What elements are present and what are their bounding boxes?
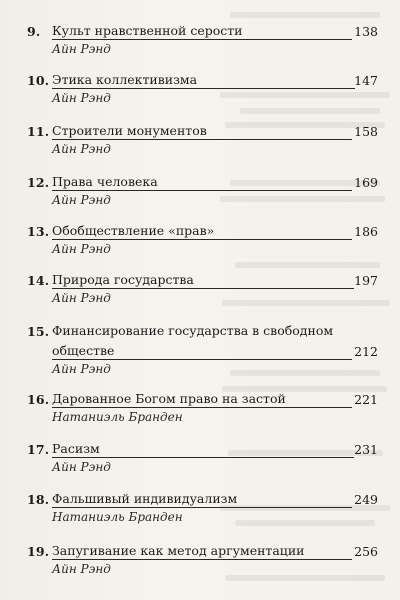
dot-leader [52, 359, 352, 360]
chapter-title: Строители монументов [52, 123, 207, 138]
chapter-number: 10. [27, 73, 50, 88]
page-number: 221 [354, 392, 378, 407]
chapter-title: Этика коллективизма [52, 72, 198, 87]
page-number: 186 [354, 224, 378, 239]
dot-leader [52, 139, 352, 140]
dot-leader [52, 190, 352, 191]
chapter-title: Расизм [52, 441, 100, 456]
page-number: 138 [354, 24, 378, 39]
chapter-number: 12. [27, 175, 50, 190]
chapter-title: Природа государства [52, 272, 194, 287]
page-number: 158 [354, 124, 378, 139]
chapter-author: Айн Рэнд [52, 142, 111, 156]
dot-leader [52, 239, 352, 240]
dot-leader [52, 39, 352, 40]
chapter-number: 19. [27, 544, 50, 559]
chapter-number: 9. [27, 24, 41, 39]
page-number: 147 [354, 73, 378, 88]
chapter-author: Айн Рэнд [52, 242, 111, 256]
chapter-author: Айн Рэнд [52, 291, 111, 305]
chapter-title-continued: обществе [52, 343, 115, 358]
chapter-title: Финансирование государства в свободном [52, 323, 334, 338]
chapter-number: 16. [27, 392, 50, 407]
dot-leader [52, 288, 354, 289]
chapter-author: Айн Рэнд [52, 91, 111, 105]
chapter-title: Обобществление «прав» [52, 223, 215, 238]
chapter-author: Натаниэль Бранден [52, 410, 183, 424]
page-number: 249 [354, 492, 378, 507]
chapter-number: 18. [27, 492, 50, 507]
page-number: 212 [354, 344, 378, 359]
dot-leader [52, 407, 352, 408]
chapter-author: Айн Рэнд [52, 562, 111, 576]
chapter-number: 17. [27, 442, 50, 457]
dot-leader [52, 507, 352, 508]
chapter-title: Фальшивый индивидуализм [52, 491, 238, 506]
chapter-author: Натаниэль Бранден [52, 510, 183, 524]
dot-leader [52, 559, 352, 560]
chapter-title: Дарованное Богом право на застой [52, 391, 286, 406]
chapter-number: 11. [27, 124, 50, 139]
page-number: 256 [354, 544, 378, 559]
chapter-number: 13. [27, 224, 50, 239]
chapter-author: Айн Рэнд [52, 460, 111, 474]
dot-leader [52, 88, 355, 89]
dot-leader [52, 457, 354, 458]
chapter-title: Права человека [52, 174, 158, 189]
chapter-number: 14. [27, 273, 50, 288]
chapter-title: Запугивание как метод аргументации [52, 543, 305, 558]
page-number: 231 [354, 442, 378, 457]
page-number: 197 [354, 273, 378, 288]
chapter-title: Культ нравственной серости [52, 23, 243, 38]
chapter-author: Айн Рэнд [52, 362, 111, 376]
chapter-author: Айн Рэнд [52, 193, 111, 207]
chapter-author: Айн Рэнд [52, 42, 111, 56]
chapter-number: 15. [27, 324, 50, 339]
page-number: 169 [354, 175, 378, 190]
bleed-through-text [210, 0, 400, 600]
